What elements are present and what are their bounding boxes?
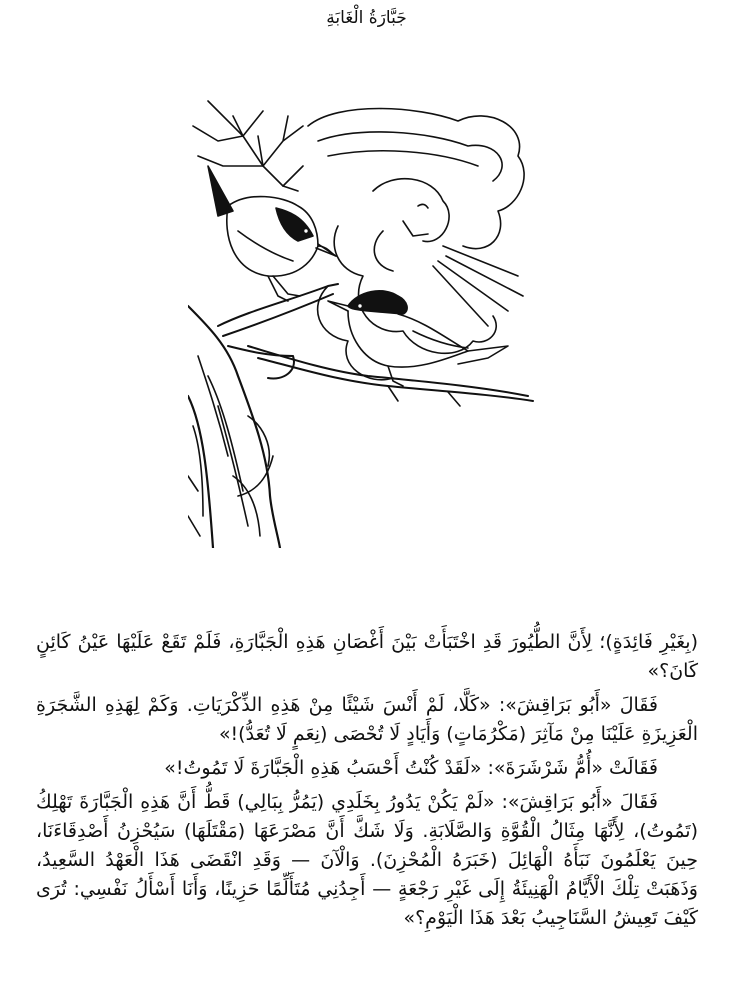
paragraph-2: فَقَالَ «أَبُو بَرَاقِشَ»: «كَلَّا، لَمْ أَنْسَ شَيْئًا مِنْ هَذِهِ الذِّكْرَيَاتِ. وَكَمْ لِهَذِهِ الشَّجَرَةِ الْعَزِيزَةِ عَلَيْنَا مِنْ مَآثِرَ (مَكْرُمَاتٍ) وَأَيَادٍ لَا تُحْصَى (نِعَمٍ لَا تُعَدُّ)!» (36, 694, 698, 745)
paragraph-1: (بِغَيْرِ فَائِدَةٍ)؛ لِأَنَّ الطُّيُورَ قَدِ اخْتَبَأَتْ بَيْنَ أَغْصَانِ هَذِهِ الْجَبَّارَةِ، فَلَمْ تَقَعْ عَلَيْهَا عَيْنُ كَائِنٍ كَانَ؟» (36, 631, 698, 682)
paragraph-4: فَقَالَ «أَبُو بَرَاقِشَ»: «لَمْ يَكُنْ يَدُورُ بِخَلَدِي (يَمُرُّ بِبَالِي) قَطُّ أَنَّ هَذِهِ الْجَبَّارَةَ تَهْلِكُ (تَمُوتُ)، لِأَنَّهَا مِثَالُ الْقُوَّةِ وَالصَّلَابَةِ. وَلَا شَكَّ أَنَّ مَصْرَعَهَا (مَقْتَلَهَا) سَيُحْزِنُ أَصْدِقَاءَنَا، حِينَ يَعْلَمُونَ نَبَأَهُ الْهَائِلَ (خَبَرَهُ الْمُحْزِنَ). وَالْآنَ — وَقَدِ انْقَضَى هَذَا الْعَهْدُ السَّعِيدُ، وَذَهَبَتْ تِلْكَ الْأَيَّامُ الْهَنِيئَةُ إِلَى غَيْرِ رَجْعَةٍ — أَجِدُنِي مُتَأَلِّمًا حَزِينًا، وَأَنَا أَسْأَلُ نَفْسِي: تُرَى كَيْفَ تَعِيشُ السَّنَاجِيبُ بَعْدَ هَذَا الْيَوْمِ؟» (36, 791, 698, 929)
story-text (36, 628, 698, 938)
paragraph-3: فَقَالَتْ «أُمُّ شَرْشَرَةَ»: «لَقَدْ كُنْتُ أَحْسَبُ هَذِهِ الْجَبَّارَةَ لَا تَمُوتُ!» (164, 757, 658, 779)
page-title: جَبَّارَةُ الْغَابَةِ (326, 8, 407, 28)
birds-illustration (188, 96, 540, 548)
